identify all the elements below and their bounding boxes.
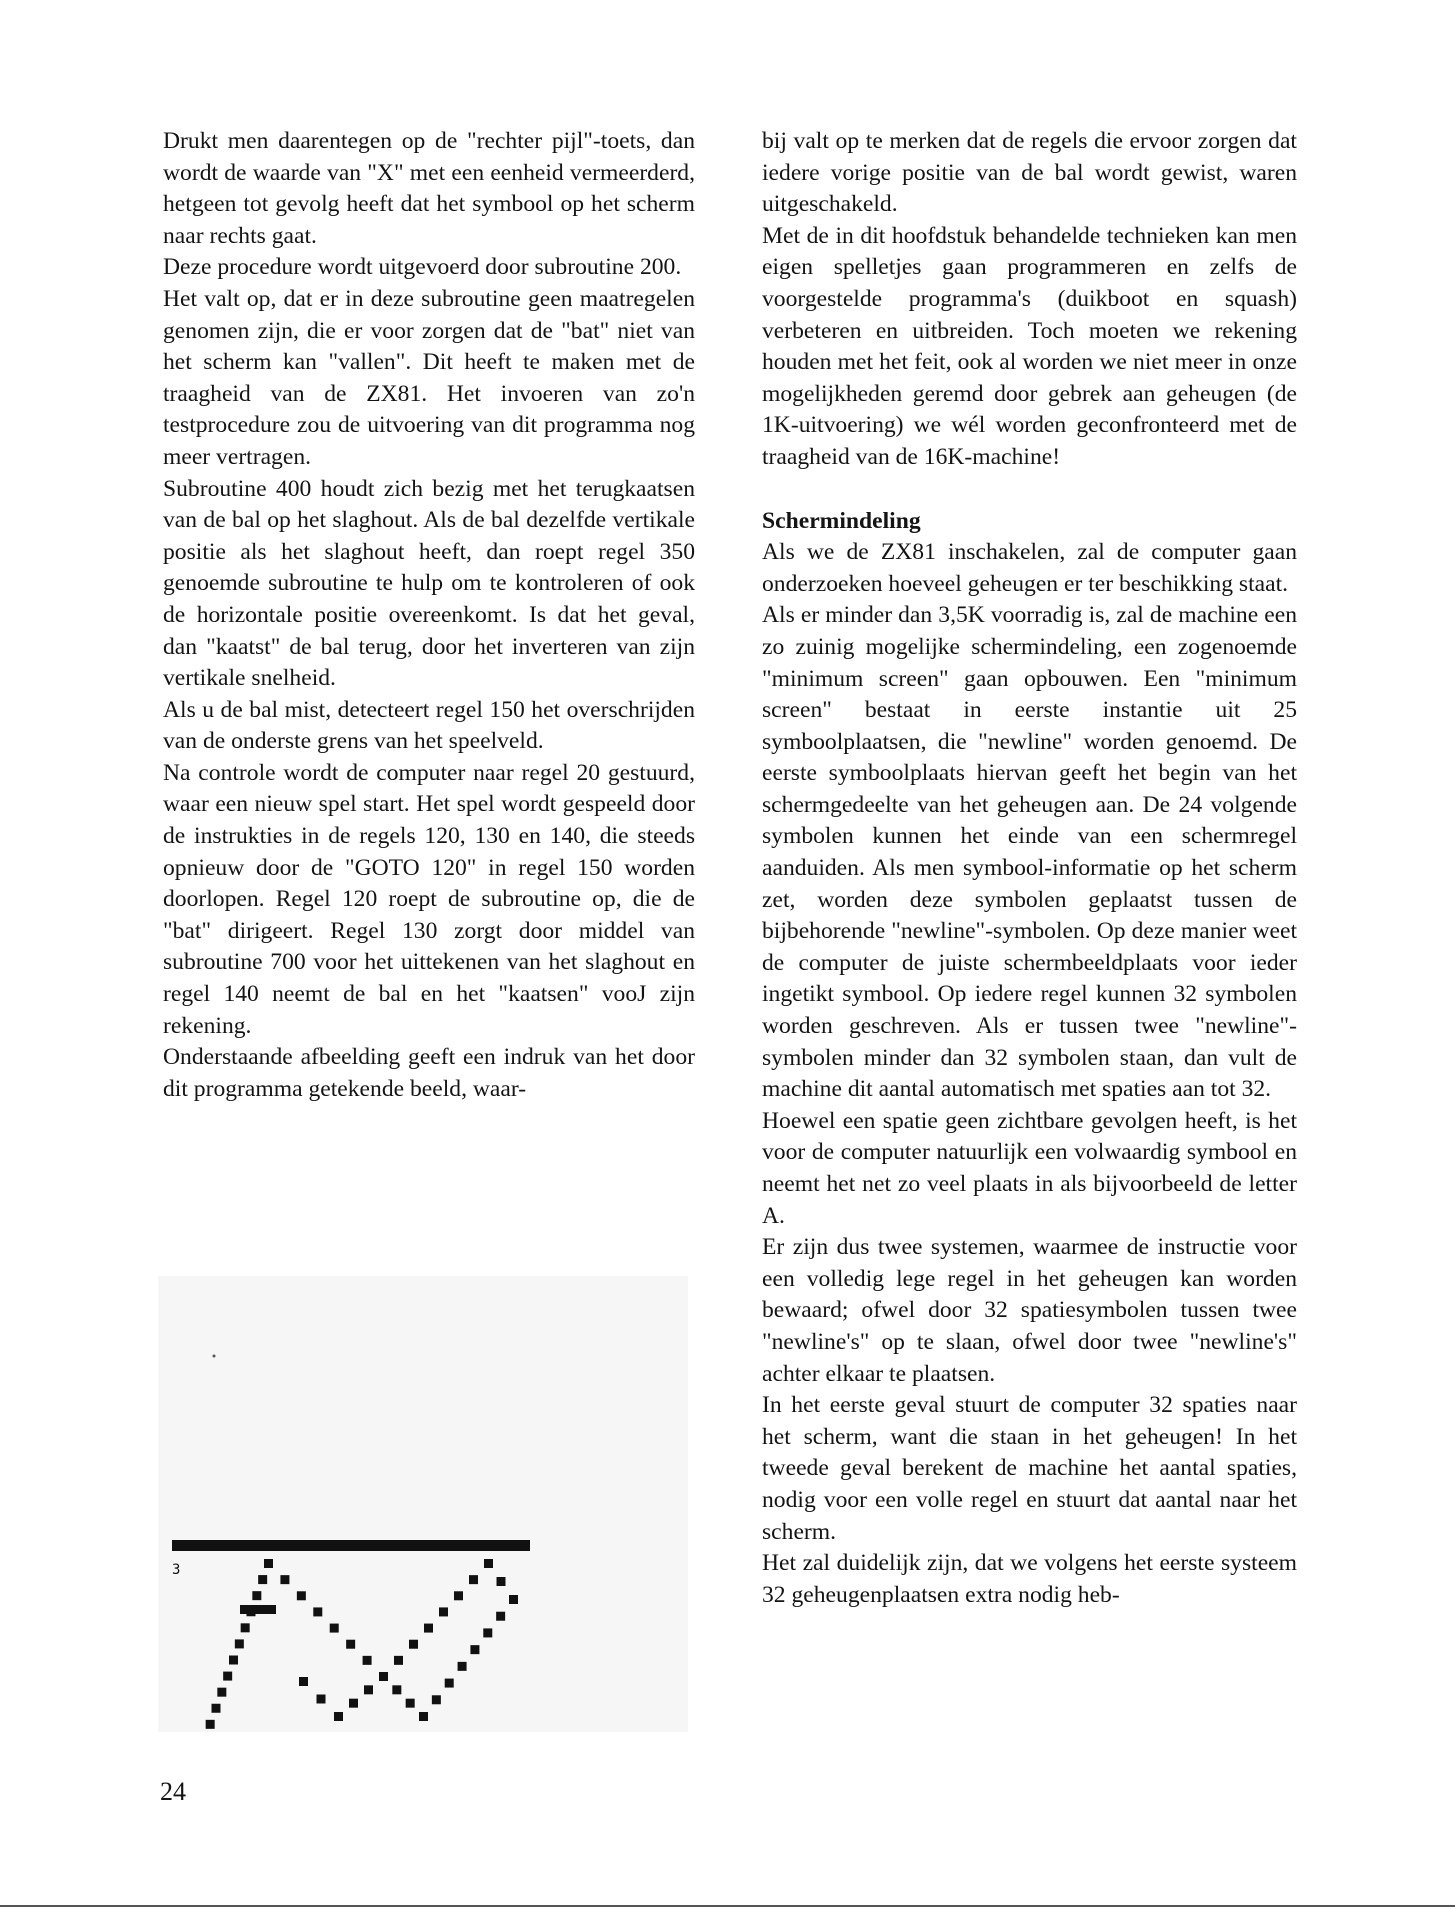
screen-speck	[213, 1355, 216, 1358]
paragraph: Als u de bal mist, detecteert regel 150 het overschrijden van de onderste grens van het speelveld.	[163, 696, 695, 755]
ball-pixel	[483, 1628, 492, 1637]
paragraph: Het valt op, dat er in deze subroutine geen maatregelen genomen zijn, die er voor zorgen dat de "bat" niet van het scherm kan "vallen". Dit heeft te maken met de traagheid van de ZX81. Het invoeren van zo'n testprocedure zou de uitvoering van dit programma nog meer vertragen.	[163, 285, 695, 470]
ball-pixel	[235, 1639, 244, 1648]
left-text-column	[163, 126, 695, 1105]
ball-pixel	[217, 1688, 226, 1697]
ball-pixel	[334, 1712, 343, 1721]
game-screen-figure	[158, 1276, 688, 1732]
ball-pixel	[223, 1672, 232, 1681]
top-wall-bar	[172, 1540, 530, 1551]
ball-pixel	[330, 1624, 339, 1633]
ball-pixel	[229, 1656, 238, 1665]
paragraph: Met de in dit hoofdstuk behandelde technieken kan men eigen spelletjes gaan programmeren en zelfs de voorgestelde programma's (duikboot en squash) verbeteren en uitbreiden. Toch moeten we rekening houden met het feit, ook al worden we niet meer in onze mogelijkheden geremd door gebrek aan geheugen (de 1K-uitvoering) we wél worden geconfronteerd met de traagheid van de 16K-machine!	[762, 222, 1297, 470]
paragraph: Er zijn dus twee systemen, waarmee de instructie voor een volledig lege regel in het geheugen kan worden bewaard; ofwel door 32 spatiesymbolen tussen twee "newline's" op te slaan, ofwel door twee "newline's" achter elkaar te plaatsen.	[762, 1234, 1297, 1387]
paragraph: Als we de ZX81 inschakelen, zal de computer gaan onderzoeken hoeveel geheugen er ter beschikking staat.	[762, 539, 1297, 597]
ball-pixel	[313, 1607, 322, 1616]
ball-pixel	[496, 1612, 505, 1621]
page-number: 24	[160, 1777, 186, 1806]
ball-pixel	[454, 1591, 463, 1600]
bat-paddle	[240, 1605, 276, 1614]
ball-pixel	[317, 1695, 326, 1704]
ball-pixel	[212, 1704, 221, 1713]
ball-pixel	[349, 1699, 358, 1708]
ball-pixel	[252, 1591, 261, 1600]
ball-pixel	[497, 1577, 506, 1586]
ball-pixel	[363, 1656, 372, 1665]
ball-pixel	[394, 1656, 403, 1665]
paragraph: In het eerste geval stuurt de computer 32 spaties naar het scherm, want die staan in het geheugen! In het tweede geval berekent de machine het aantal spaties, nodig voor een volle regel en stuurt dat aantal naar het scherm.	[762, 1392, 1297, 1545]
ball-pixel	[379, 1672, 388, 1681]
paragraph: Als er minder dan 3,5K voorradig is, zal de machine een zo zuinig mogelijke schermindeling, een zogenoemde "minimum screen" gaan opbouwen. Een "minimum screen" bestaat in eerste instantie uit 25 symboolplaatsen, die "newline" worden genoemd. De eerste symboolplaats hiervan geeft het begin van het schermgedeelte van het geheugen aan. De 24 volgende symbolen kunnen het einde van een schermregel aanduiden. Als men symbool-informatie op het scherm zet, worden deze symbolen geplaatst tussen de bijbehorende "newline"-symbolen. Op deze manier weet de computer de juiste schermbeeldplaats voor ieder ingetikt symbool. Op iedere regel kunnen 32 symbolen worden geschreven. Als er tussen twee "newline"-symbolen minder dan 32 symbolen staan, dan vult de machine dit aantal automatisch met spaties aan tot 32.	[762, 602, 1297, 1103]
ball-pixel	[406, 1699, 415, 1708]
section-heading: Schermindeling	[762, 507, 921, 534]
ball-pixel	[299, 1677, 308, 1686]
ball-pixel	[469, 1575, 478, 1584]
paragraph: Het zal duidelijk zijn, dat we volgens het eerste systeem 32 geheugenplaatsen extra nodig heb-	[762, 1550, 1297, 1608]
ball-pixel	[484, 1559, 493, 1568]
paragraph: Hoewel een spatie geen zichtbare gevolgen heeft, is het voor de computer natuurlijk een volwaardig symbool en neemt het net zo veel plaats in als bijvoorbeeld de letter A.	[762, 1107, 1297, 1229]
paragraph: Deze procedure wordt uitgevoerd door subroutine 200.	[163, 254, 682, 281]
ball-pixel	[346, 1640, 355, 1649]
ball-pixel	[392, 1685, 401, 1694]
ball-pixel	[424, 1624, 433, 1633]
ball-pixel	[364, 1685, 373, 1694]
ball-pixel	[264, 1559, 273, 1568]
score-text: 3	[172, 1562, 181, 1578]
ball-pixel	[458, 1662, 467, 1671]
ball-pixel	[409, 1640, 418, 1649]
paragraph: Na controle wordt de computer naar regel 20 gestuurd, waar een nieuw spel start. Het spel wordt gespeeld door de instrukties in de regels 120, 130 en 140, die steeds opnieuw door de "GOTO 120" in regel 150 worden doorlopen. Regel 120 roept de subroutine op, die de "bat" dirigeert. Regel 130 zorgt door middel van subroutine 700 voor het uittekenen van het slaghout en regel 140 neemt de bal en het "kaatsen" vooJ zijn rekening.	[163, 759, 695, 1039]
ball-pixel	[439, 1607, 448, 1616]
paragraph: Onderstaande afbeelding geeft een indruk van het door dit programma getekende beeld, waar-	[163, 1044, 695, 1102]
game-screen-drawing	[158, 1276, 688, 1732]
ball-pixel	[258, 1575, 267, 1584]
ball-pixel	[470, 1645, 479, 1654]
ball-pixel	[432, 1695, 441, 1704]
right-text-column	[762, 126, 1297, 1611]
ball-pixel	[509, 1595, 518, 1604]
paragraph: Drukt men daarentegen op de "rechter pijl"-toets, dan wordt de waarde van "X" met een eenheid vermeerderd, hetgeen tot gevolg heeft dat het symbool op het scherm naar rechts gaat.	[163, 128, 695, 249]
paragraph: bij valt op te merken dat de regels die ervoor zorgen dat iedere vorige positie van de bal wordt gewist, waren uitgeschakeld.	[762, 128, 1297, 218]
ball-pixel	[206, 1720, 215, 1729]
bottom-rule	[0, 1905, 1455, 1907]
ball-pixel	[280, 1575, 289, 1584]
ball-pixel	[445, 1679, 454, 1688]
ball-pixel	[297, 1591, 306, 1600]
ball-pixel	[419, 1712, 428, 1721]
paragraph: Subroutine 400 houdt zich bezig met het terugkaatsen van de bal op het slaghout. Als de bal dezelfde vertikale positie als het slaghout heeft, dan roept regel 350 genoemde subroutine te hulp om te kontroleren of ook de horizontale positie overeenkomt. Is dat het geval, dan "kaatst" de bal terug, door het inverteren van zijn vertikale snelheid.	[163, 475, 695, 692]
ball-pixel	[241, 1623, 250, 1632]
